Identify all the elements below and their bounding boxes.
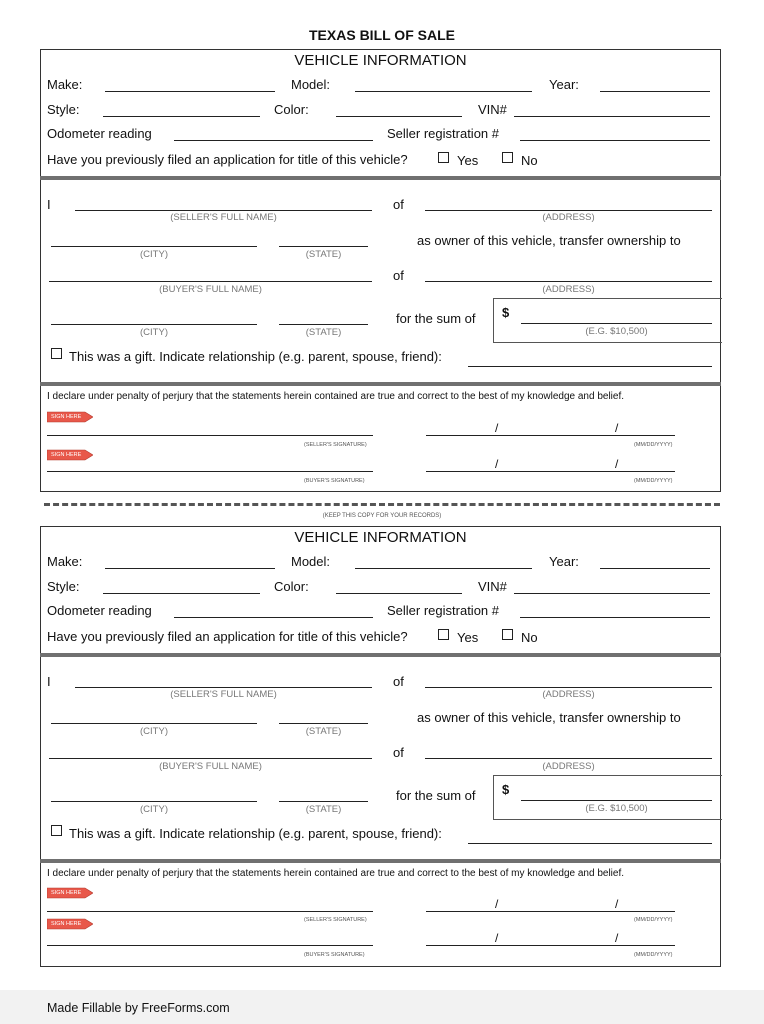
yes-label: Yes [457, 630, 479, 645]
no-checkbox[interactable] [502, 629, 513, 640]
odometer-label: Odometer reading [47, 126, 152, 141]
of-label: of [393, 268, 404, 283]
buyer-sign-here-label: SIGN HERE [51, 921, 82, 927]
style-label: Style: [47, 579, 80, 594]
of-label: of [393, 674, 404, 689]
gift-relationship-field[interactable] [468, 843, 712, 844]
seller-city-field[interactable] [51, 246, 257, 247]
style-label: Style: [47, 102, 80, 117]
date-slash: / [495, 457, 499, 471]
seller-signature-caption: (SELLER'S SIGNATURE) [304, 917, 367, 923]
section-divider [40, 176, 721, 180]
make-field[interactable] [105, 91, 275, 92]
of-label: of [393, 745, 404, 760]
bill-of-sale-copy-2 [40, 526, 721, 965]
buyer-address-field[interactable] [425, 758, 712, 759]
model-field[interactable] [355, 91, 532, 92]
buyer-date-field[interactable] [426, 471, 675, 472]
buyer-signature-field[interactable] [47, 471, 373, 472]
seller-state-caption: (STATE) [305, 249, 342, 260]
seller-state-caption: (STATE) [305, 726, 342, 737]
buyer-state-caption: (STATE) [305, 327, 342, 338]
buyer-state-field[interactable] [279, 324, 368, 325]
section-divider [40, 653, 721, 657]
sum-label: for the sum of [396, 311, 476, 326]
title-question: Have you previously filed an application for title of this vehicle? [47, 629, 408, 644]
buyer-name-field[interactable] [49, 281, 372, 282]
seller-date-field[interactable] [426, 911, 675, 912]
buyer-address-caption: (ADDRESS) [542, 284, 595, 295]
buyer-signature-caption: (BUYER'S SIGNATURE) [304, 952, 365, 958]
seller-registration-label: Seller registration # [387, 603, 499, 618]
yes-label: Yes [457, 153, 479, 168]
color-label: Color: [274, 102, 309, 117]
vehicle-info-title: VEHICLE INFORMATION [294, 529, 467, 546]
seller-date-caption: (MM/DD/YYYY) [634, 917, 673, 923]
dollar-sign: $ [502, 305, 510, 320]
seller-date-field[interactable] [426, 435, 675, 436]
make-label: Make: [47, 77, 83, 92]
make-label: Make: [47, 554, 83, 569]
odometer-label: Odometer reading [47, 603, 152, 618]
buyer-address-field[interactable] [425, 281, 712, 282]
date-slash: / [615, 457, 619, 471]
buyer-date-field[interactable] [426, 945, 675, 946]
buyer-state-caption: (STATE) [305, 804, 342, 815]
i-label: I [47, 674, 51, 689]
seller-sign-here-label: SIGN HERE [51, 890, 82, 896]
seller-date-caption: (MM/DD/YYYY) [634, 442, 673, 448]
color-label: Color: [274, 579, 309, 594]
declaration-text: I declare under penalty of perjury that the statements herein contained are true and correct to the best of my knowledge and belief. [47, 391, 625, 402]
odometer-field[interactable] [174, 140, 373, 141]
i-label: I [47, 197, 51, 212]
buyer-name-caption: (BUYER'S FULL NAME) [159, 761, 262, 772]
no-label: No [521, 153, 538, 168]
vin-label: VIN# [478, 102, 507, 117]
model-field[interactable] [355, 568, 532, 569]
seller-signature-field[interactable] [47, 435, 373, 436]
color-field[interactable] [336, 593, 462, 594]
seller-registration-field[interactable] [520, 617, 710, 618]
gift-checkbox[interactable] [51, 348, 62, 359]
footer-credit: Made Fillable by FreeForms.com [47, 1001, 230, 1015]
title-question: Have you previously filed an application for title of this vehicle? [47, 152, 408, 167]
seller-address-field[interactable] [425, 210, 712, 211]
cut-line [44, 503, 720, 506]
no-label: No [521, 630, 538, 645]
vin-label: VIN# [478, 579, 507, 594]
seller-registration-label: Seller registration # [387, 126, 499, 141]
section-divider [40, 382, 721, 386]
odometer-field[interactable] [174, 617, 373, 618]
seller-address-caption: (ADDRESS) [542, 689, 595, 700]
year-field[interactable] [600, 91, 710, 92]
buyer-city-caption: (CITY) [140, 327, 168, 338]
buyer-name-caption: (BUYER'S FULL NAME) [159, 284, 262, 295]
buyer-date-caption: (MM/DD/YYYY) [634, 478, 673, 484]
seller-name-field[interactable] [75, 687, 372, 688]
sale-price-caption: (E.G. $10,500) [585, 326, 648, 337]
seller-name-field[interactable] [75, 210, 372, 211]
seller-city-field[interactable] [51, 723, 257, 724]
yes-checkbox[interactable] [438, 152, 449, 163]
style-field[interactable] [103, 116, 260, 117]
date-slash: / [615, 421, 619, 435]
date-slash: / [495, 897, 499, 911]
vehicle-info-title: VEHICLE INFORMATION [294, 52, 467, 69]
yes-checkbox[interactable] [438, 629, 449, 640]
sum-label: for the sum of [396, 788, 476, 803]
date-slash: / [615, 897, 619, 911]
buyer-city-field[interactable] [51, 801, 257, 802]
owner-transfer-text: as owner of this vehicle, transfer ownership to [417, 710, 681, 725]
buyer-state-field[interactable] [279, 801, 368, 802]
seller-signature-caption: (SELLER'S SIGNATURE) [304, 442, 367, 448]
buyer-city-field[interactable] [51, 324, 257, 325]
model-label: Model: [291, 554, 331, 569]
gift-label: This was a gift. Indicate relationship (e.g. parent, spouse, friend): [69, 349, 442, 364]
gift-label: This was a gift. Indicate relationship (e.g. parent, spouse, friend): [69, 826, 442, 841]
buyer-city-caption: (CITY) [140, 804, 168, 815]
date-slash: / [615, 931, 619, 945]
buyer-sign-here-label: SIGN HERE [51, 452, 82, 458]
year-label: Year: [549, 554, 579, 569]
sale-price-caption: (E.G. $10,500) [585, 803, 648, 814]
seller-city-caption: (CITY) [140, 726, 168, 737]
buyer-signature-field[interactable] [47, 945, 373, 946]
date-slash: / [495, 421, 499, 435]
dollar-sign: $ [502, 782, 510, 797]
seller-city-caption: (CITY) [140, 249, 168, 260]
buyer-address-caption: (ADDRESS) [542, 761, 595, 772]
owner-transfer-text: as owner of this vehicle, transfer ownership to [417, 233, 681, 248]
seller-address-field[interactable] [425, 687, 712, 688]
no-checkbox[interactable] [502, 152, 513, 163]
model-label: Model: [291, 77, 331, 92]
gift-checkbox[interactable] [51, 825, 62, 836]
declaration-text: I declare under penalty of perjury that the statements herein contained are true and correct to the best of my knowledge and belief. [47, 868, 625, 879]
sale-price-field[interactable] [521, 800, 712, 801]
seller-sign-here-label: SIGN HERE [51, 414, 82, 420]
date-slash: / [495, 931, 499, 945]
seller-address-caption: (ADDRESS) [542, 212, 595, 223]
vin-field[interactable] [514, 593, 710, 594]
year-field[interactable] [600, 568, 710, 569]
of-label: of [393, 197, 404, 212]
color-field[interactable] [336, 116, 462, 117]
sale-price-field[interactable] [521, 323, 712, 324]
bill-of-sale-copy-1 [40, 49, 721, 490]
seller-registration-field[interactable] [520, 140, 710, 141]
seller-name-caption: (SELLER'S FULL NAME) [170, 212, 277, 223]
gift-relationship-field[interactable] [468, 366, 712, 367]
seller-state-field[interactable] [279, 723, 368, 724]
year-label: Year: [549, 77, 579, 92]
vin-field[interactable] [514, 116, 710, 117]
buyer-date-caption: (MM/DD/YYYY) [634, 952, 673, 958]
section-divider [40, 859, 721, 863]
seller-name-caption: (SELLER'S FULL NAME) [170, 689, 277, 700]
buyer-signature-caption: (BUYER'S SIGNATURE) [304, 478, 365, 484]
seller-signature-field[interactable] [47, 911, 373, 912]
make-field[interactable] [105, 568, 275, 569]
seller-state-field[interactable] [279, 246, 368, 247]
style-field[interactable] [103, 593, 260, 594]
buyer-name-field[interactable] [49, 758, 372, 759]
form-title: TEXAS BILL OF SALE [309, 27, 455, 43]
keep-copy-note: (KEEP THIS COPY FOR YOUR RECORDS) [322, 513, 442, 519]
